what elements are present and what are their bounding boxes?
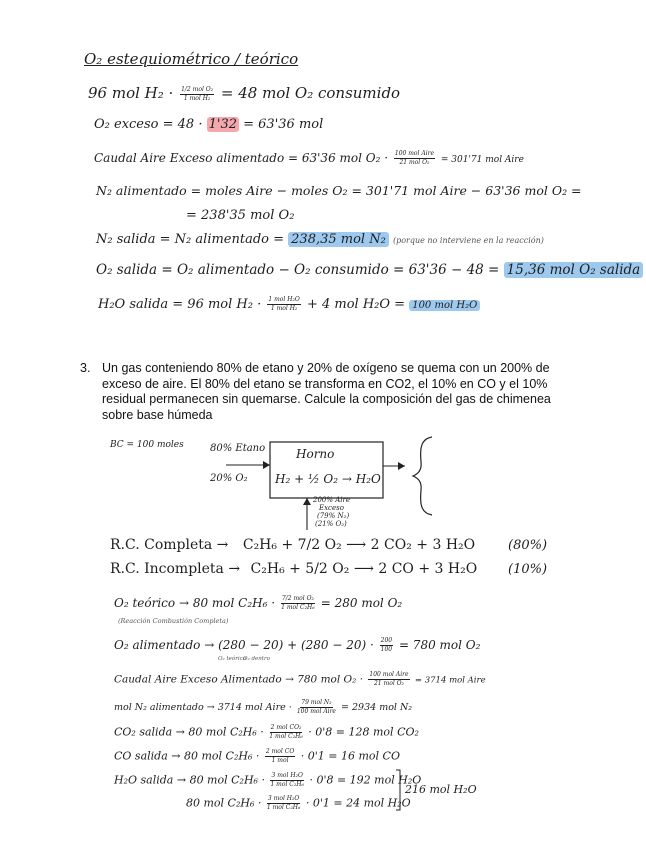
highlight-factor: 1'32	[208, 117, 237, 132]
air-line-4: (21% O₂)	[315, 520, 347, 528]
o2a-sub-2	[243, 656, 270, 662]
h2o2-right: · 0'1 = 24 mol H₂O	[305, 796, 411, 810]
o2t-left: O₂ teórico → 80 mol C₂H₆ ·	[114, 596, 276, 610]
l2-left: O₂ exceso = 48 ·	[94, 117, 203, 132]
basis-text: BC = 100 moles	[110, 440, 184, 450]
o2a-right: = 780 mol O₂	[398, 638, 481, 652]
frac-den: 1 mol C₂H₆	[281, 604, 315, 611]
frac-num: 100 mol Aire	[369, 671, 409, 678]
o2a-left: O₂ alimentado → (280 − 20) + (280 − 20) ·	[114, 638, 374, 652]
furnace-title	[296, 447, 334, 461]
frac-den: 100	[380, 646, 393, 653]
calc-o2-fed	[114, 637, 480, 654]
frac-den: 100 mol Aire	[296, 708, 336, 715]
rc2-percent: (10%)	[508, 562, 548, 577]
rc1-equation: C₂H₆ + 7/2 O₂ ⟶ 2 CO₂ + 3 H₂O	[242, 537, 476, 553]
furnace-title-text: Horno	[296, 447, 335, 461]
frac-num: 2 mol CO	[265, 748, 295, 755]
highlight-h2o-out: 100 mol H₂O	[409, 300, 480, 311]
air-line-1: 200% Aire	[313, 496, 351, 504]
calc-n2-feed	[114, 699, 412, 716]
out-arrow-head	[398, 462, 405, 470]
co-right: · 0'1 = 16 mol CO	[300, 749, 400, 763]
l3-right: = 301'71 mol Aire	[440, 155, 524, 165]
output-brace	[413, 437, 432, 515]
frac-den: 1 mol	[271, 757, 289, 764]
l7-left: O₂ salida = O₂ alimentado − O₂ consumido = 63'36 − 48 =	[96, 262, 500, 278]
frac-den: 1 mol H₂	[183, 94, 211, 102]
l6-note: (porque no interviene en la reacción)	[392, 236, 544, 245]
problem-number: 3.	[80, 361, 91, 375]
reaction-complete-pct	[508, 538, 547, 553]
o2t-note	[118, 617, 228, 625]
frac-num: 1 mol H₂O	[268, 296, 300, 303]
furnace-reaction	[275, 472, 381, 486]
highlight-n2-out: 238,35 mol N₂	[288, 232, 389, 247]
reaction-complete	[110, 537, 475, 553]
fraction	[270, 772, 304, 789]
calc-co2-out	[114, 724, 419, 741]
highlight-o2-out: 15,36 mol O₂ salida	[504, 262, 644, 278]
frac-num: 3 mol H₂O	[271, 772, 303, 779]
frac-den: 1 mol C₂H₆	[269, 733, 303, 740]
frac-num: 2 mol CO₂	[270, 724, 302, 731]
calc-co-out	[114, 748, 400, 765]
co2-right: · 0'8 = 128 mol CO₂	[308, 725, 419, 739]
frac-num: 79 mol N₂	[301, 699, 332, 706]
frac-num: 200	[380, 637, 393, 644]
h2o1-left: H₂O salida → 80 mol C₂H₆ ·	[114, 773, 265, 787]
l6-left: N₂ salida = N₂ alimentado =	[96, 232, 285, 247]
air-arrow-head	[303, 498, 311, 505]
n2-left: mol N₂ alimentado → 3714 mol Aire ·	[114, 702, 292, 713]
feed-ethane	[210, 443, 265, 454]
air-line-3: (79% N₂)	[317, 512, 350, 520]
l4-text: N₂ alimentado = moles Aire − moles O₂ = 301'71 mol Aire − 63'36 mol O₂ =	[96, 183, 582, 198]
l8-right: + 4 mol H₂O =	[306, 297, 406, 312]
l1-left: 96 mol H₂ ·	[88, 84, 174, 102]
calc-o2-theoretical	[114, 595, 402, 612]
heading-text: O₂ estequiométrico / teórico	[84, 50, 299, 68]
frac-den: 21 mol O₂	[399, 159, 430, 166]
o2a-sub2-text: O₂ dentro	[243, 656, 270, 662]
fraction	[269, 724, 303, 741]
air-left: Caudal Aire Exceso Alimentado → 780 mol O₂ ·	[114, 673, 364, 686]
fraction	[265, 748, 295, 765]
frac-num: 3 mol H₂O	[267, 795, 300, 802]
calc-h2o-out-2	[186, 795, 411, 812]
feed-oxygen	[210, 473, 248, 484]
air-line-2: Exceso	[319, 504, 344, 512]
fraction	[267, 795, 301, 812]
l8-left: H₂O salida = 96 mol H₂ ·	[98, 297, 262, 312]
fraction	[380, 637, 393, 654]
furnace-reaction-text: H₂ + ½ O₂ → H₂O	[275, 472, 381, 486]
frac-num: 1/2 mol O₂	[181, 85, 214, 93]
o2t-right: = 280 mol O₂	[320, 596, 403, 610]
frac-num: 7/2 mol O₂	[281, 595, 314, 602]
rc2-label: R.C. Incompleta →	[110, 561, 241, 577]
o2a-sub1-text: O₂ teórico	[218, 656, 247, 662]
rc2-equation: C₂H₆ + 5/2 O₂ ⟶ 2 CO + 3 H₂O	[250, 561, 478, 577]
frac-den: 1 mol H₂	[270, 305, 298, 312]
air-label	[313, 496, 350, 528]
frac-den: 1 mol C₂H₆	[270, 781, 304, 788]
frac-den: 21 mol O₂	[373, 680, 404, 687]
h2o1-right: · 0'8 = 192 mol H₂O	[309, 773, 422, 787]
fraction	[281, 595, 315, 612]
feed-oxygen-text: 20% O₂	[210, 473, 248, 484]
feed-ethane-text: 80% Etano	[210, 443, 266, 454]
l1-right: = 48 mol O₂ consumido	[220, 84, 401, 102]
o2t-note-text: (Reacción Combustión Completa)	[118, 617, 229, 625]
o2a-sub-1	[218, 656, 246, 662]
reaction-incomplete-pct	[508, 562, 547, 577]
co2-left: CO₂ salida → 80 mol C₂H₆ ·	[114, 725, 264, 739]
rc1-label: R.C. Completa →	[110, 537, 229, 553]
h2o-total	[405, 783, 477, 796]
co-left: CO salida → 80 mol C₂H₆ ·	[114, 749, 260, 763]
h2o-total-text: 216 mol H₂O	[405, 783, 477, 796]
feed-arrow-head	[263, 461, 270, 469]
basis-label	[110, 440, 184, 450]
calc-h2o-out-1	[114, 772, 421, 789]
reaction-incomplete	[110, 561, 477, 577]
frac-den: 1 mol C₂H₆	[266, 804, 301, 811]
fraction	[297, 699, 336, 716]
h2o2-left: 80 mol C₂H₆ ·	[186, 796, 262, 810]
n2-right: = 2934 mol N₂	[341, 702, 413, 713]
air-right: = 3714 mol Aire	[414, 675, 486, 686]
l3-left: Caudal Aire Exceso alimentado = 63'36 mol O₂ ·	[94, 151, 389, 165]
calc-air-feed	[114, 671, 486, 688]
l5-text: = 238'35 mol O₂	[186, 208, 295, 223]
frac-num: 100 mol Aire	[394, 150, 435, 157]
fraction	[368, 671, 409, 688]
problem-text: Un gas conteniendo 80% de etano y 20% de oxígeno se quema con un 200% de exceso de aire. El 80% del etano se transforma en CO2, el 10% en CO y el 10% residual permanecen sin quemarse. Calcule la composición del gas de chimenea sobre base húmeda	[102, 361, 551, 422]
l2-right: = 63'36 mol	[243, 117, 324, 132]
rc1-percent: (80%)	[508, 538, 548, 553]
